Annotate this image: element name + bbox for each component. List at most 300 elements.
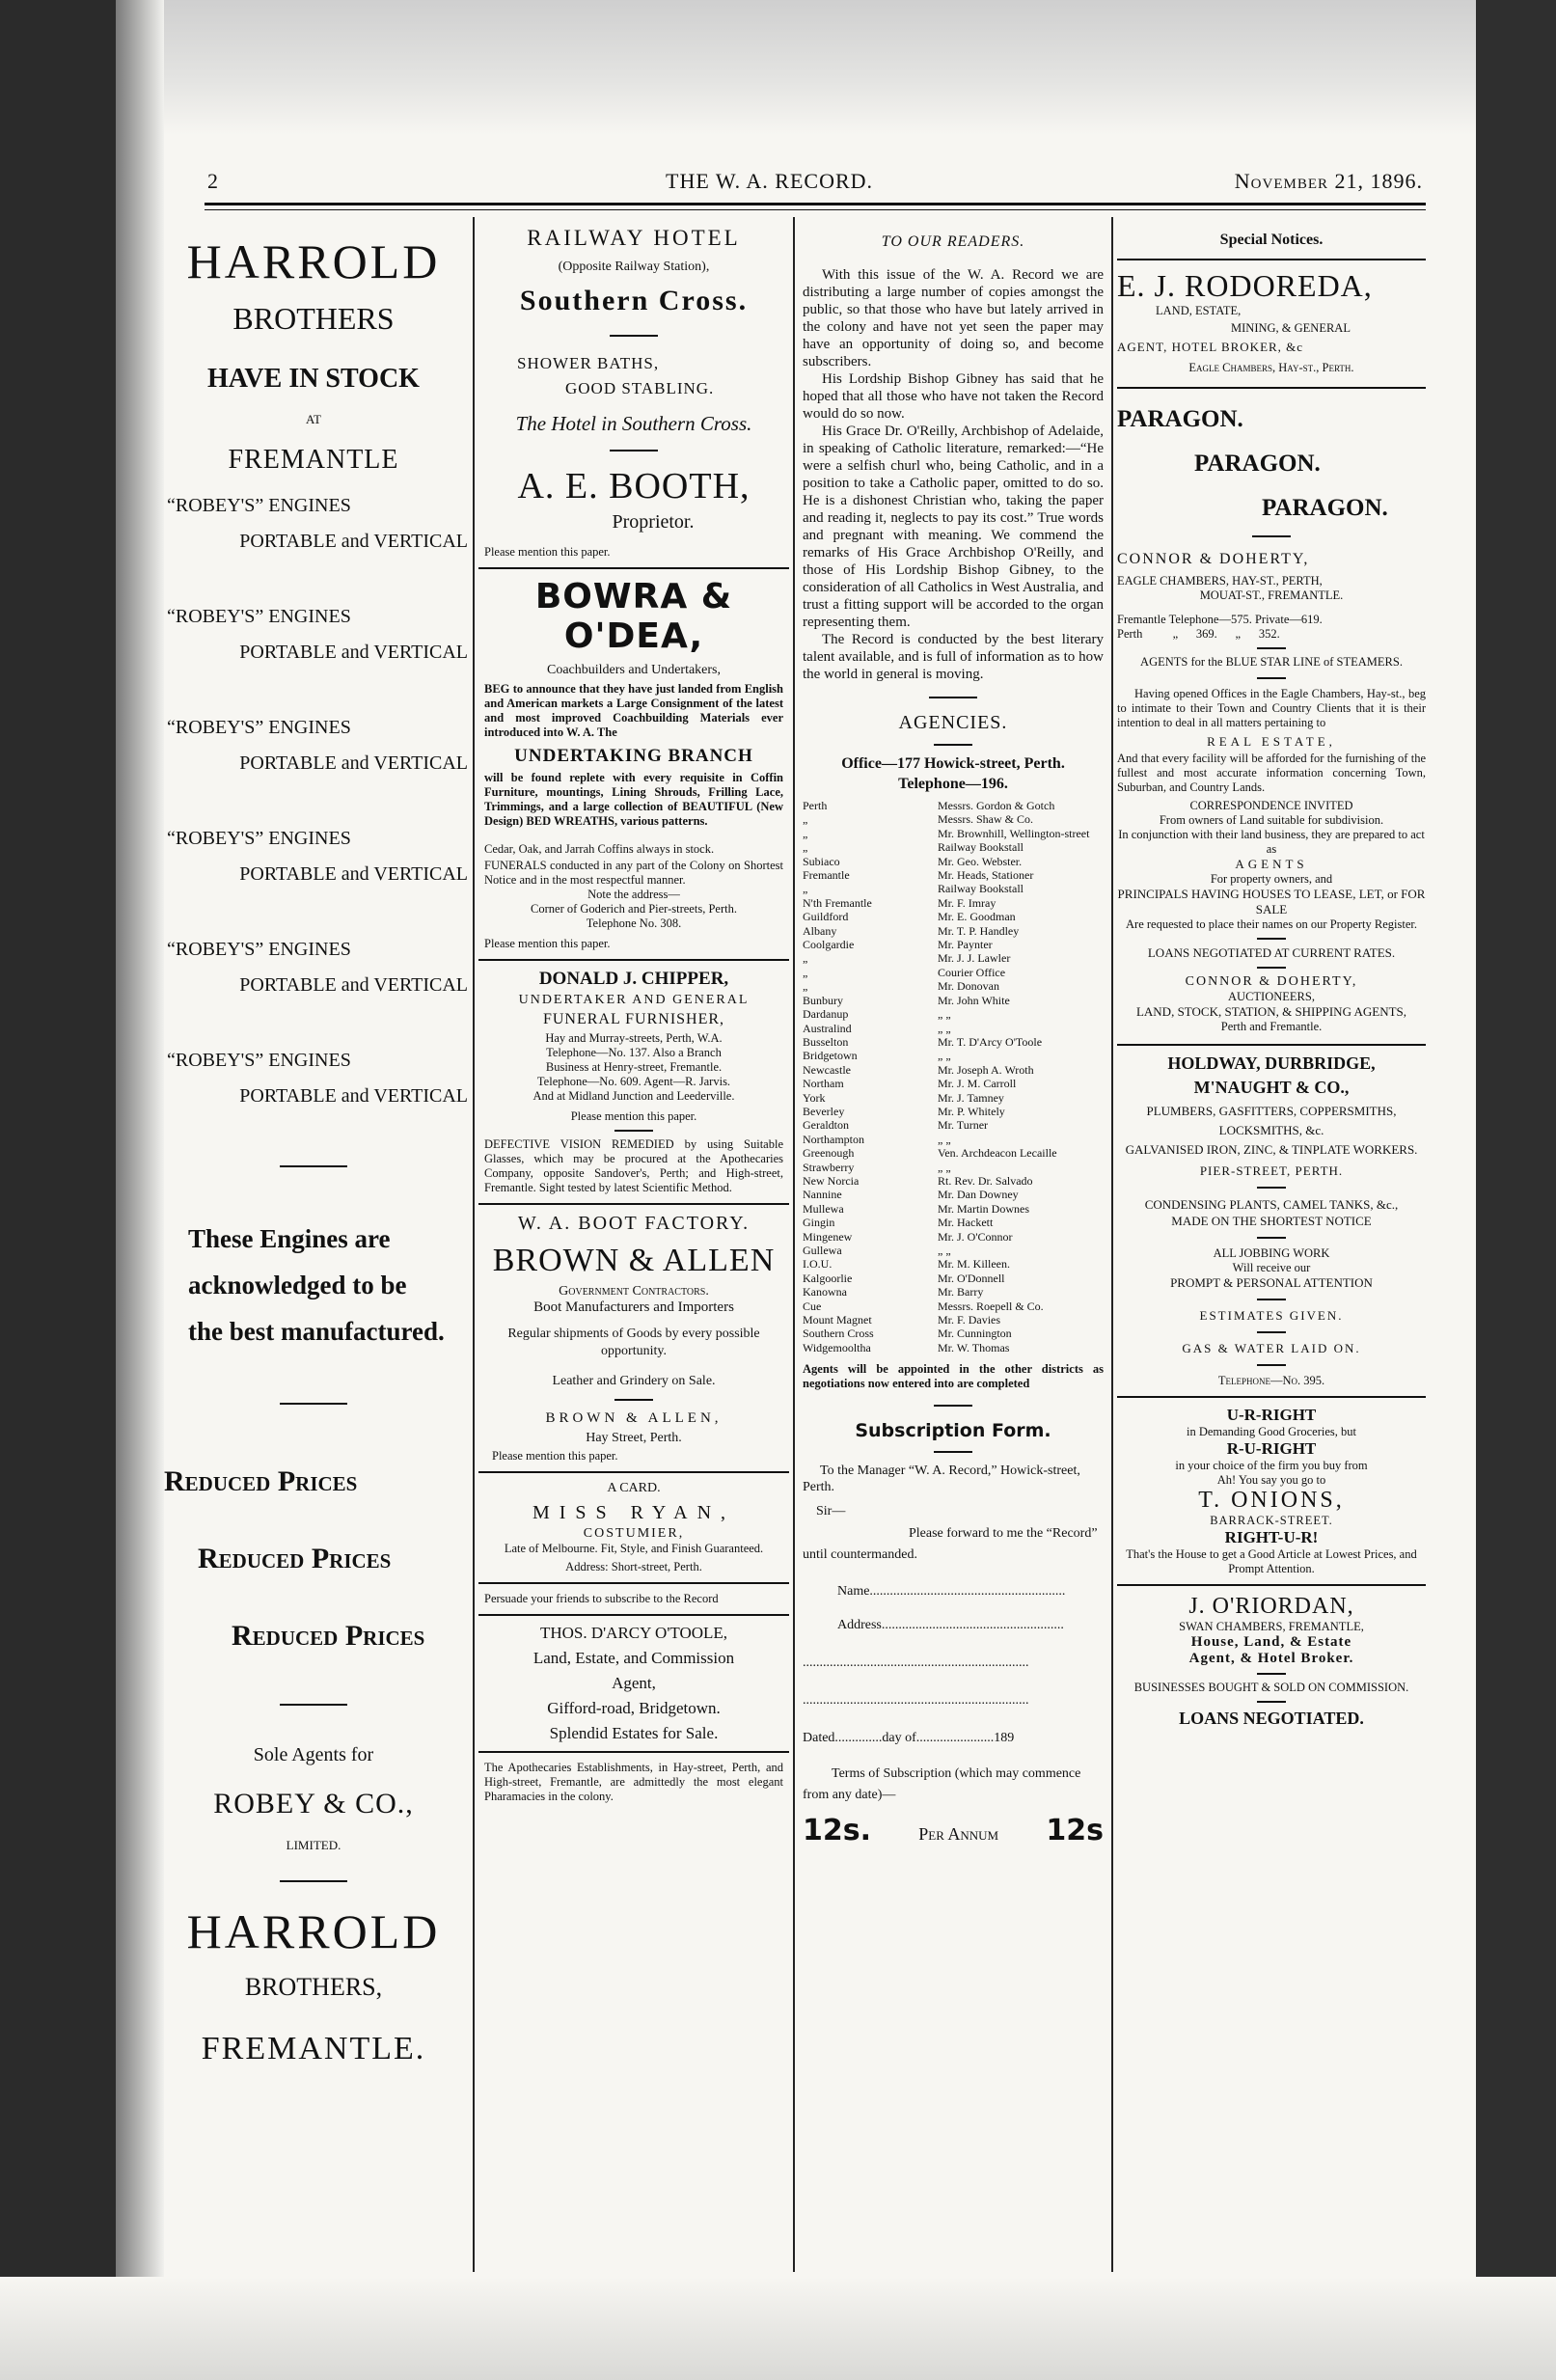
agency-row — [803, 966, 1107, 979]
agency-row — [803, 799, 1107, 812]
agency-row — [803, 1161, 1107, 1174]
engine-item — [159, 1050, 468, 1136]
telephone-196: Telephone—196. — [898, 776, 1008, 792]
opposite-station: (Opposite Railway Station), — [558, 260, 710, 274]
agency-agent: Mr. J. J. Lawler — [938, 951, 1011, 966]
section-rule — [280, 1880, 347, 1882]
thats-the-house: That's the House to get a Good Article at Lowest Prices, and Prompt Attention. — [1126, 1547, 1417, 1575]
engine-name: “ROBEY'S” ENGINES — [167, 939, 351, 960]
agency-agent: Railway Bookstall — [938, 840, 1024, 855]
house-land-estate: House, Land, & Estate — [1190, 1634, 1352, 1650]
agency-row — [803, 1272, 1107, 1285]
agency-agent: Mr. T. D'Arcy O'Toole — [938, 1034, 1043, 1049]
agency-agent: Mr. W. Thomas — [938, 1340, 1010, 1354]
acknowledged-line: These Engines are — [188, 1224, 391, 1253]
engine-item — [159, 828, 468, 939]
paragon: PARAGON. — [1117, 406, 1243, 432]
section-rule — [610, 450, 658, 451]
agency-agent: Mr. J. M. Carroll — [938, 1077, 1017, 1091]
agency-town: „ — [803, 951, 808, 966]
section-rule — [614, 1130, 653, 1132]
column-rule — [793, 217, 795, 2272]
swan-chambers: SWAN CHAMBERS, FREMANTLE, — [1179, 1620, 1364, 1633]
undertaking-branch: UNDERTAKING BRANCH — [514, 746, 753, 766]
agency-row — [803, 827, 1107, 840]
telephone-395: Telephone—No. 395. — [1217, 1374, 1325, 1387]
reduced-prices — [159, 1443, 468, 1675]
mention-paper: Please mention this paper. — [484, 937, 611, 950]
thos-otoole: THOS. D'ARCY O'TOOLE, — [539, 1624, 728, 1642]
section-rule — [280, 1704, 347, 1706]
section-rule — [1257, 647, 1286, 649]
chipper-midland: And at Midland Junction and Leederville. — [532, 1089, 735, 1103]
engine-name: “ROBEY'S” ENGINES — [167, 495, 351, 516]
engine-type: PORTABLE and VERTICAL — [239, 752, 468, 774]
newspaper-title: THE W. A. RECORD. — [666, 169, 874, 193]
agency-town: Albany — [803, 923, 837, 938]
section-rule — [280, 1403, 347, 1405]
agency-row — [803, 1049, 1107, 1062]
cedar-coffins: Cedar, Oak, and Jarrah Coffins always in stock. — [484, 842, 715, 856]
engine-name: “ROBEY'S” ENGINES — [167, 1050, 351, 1071]
ad-divider — [1117, 1396, 1426, 1398]
brown-allen-small: BROWN & ALLEN, — [545, 1410, 723, 1426]
agency-town: „ — [803, 826, 808, 840]
agency-agent: Mr. O'Donnell — [938, 1271, 1005, 1285]
agency-town: Cue — [803, 1299, 822, 1313]
address-field[interactable]: Address...................................................... — [837, 1618, 1064, 1633]
sole-agents: Sole Agents for — [253, 1744, 374, 1765]
column-harrold-brothers — [159, 214, 468, 2274]
agency-agent: „ „ — [938, 1244, 951, 1257]
mention-paper: Please mention this paper. — [484, 545, 611, 559]
splendid-estates: Splendid Estates for Sale. — [549, 1724, 719, 1742]
funeral-furnisher: FUNERAL FURNISHER, — [542, 1011, 725, 1027]
price-left: 12s. — [803, 1814, 872, 1848]
agency-agent: „ „ — [938, 1007, 951, 1022]
boot-manufacturers: Boot Manufacturers and Importers — [533, 1299, 734, 1315]
fremantle-telephone: Fremantle Telephone—575. Private—619. — [1117, 613, 1323, 626]
agency-agent: Mr. Heads, Stationer — [938, 868, 1034, 883]
agency-agent: Mr. F. Imray — [938, 895, 996, 910]
demanding-groceries: in Demanding Good Groceries, but — [1186, 1425, 1356, 1438]
agency-row — [803, 855, 1107, 868]
per-annum: Per Annum — [918, 1824, 999, 1845]
engine-item — [159, 939, 468, 1050]
connor-doherty-2: CONNOR & DOHERTY, — [1185, 974, 1358, 989]
agency-row — [803, 1341, 1107, 1354]
your-choice: in your choice of the firm you buy from — [1175, 1459, 1368, 1472]
agency-row — [803, 1327, 1107, 1340]
brothers-heading: BROTHERS — [232, 301, 395, 336]
ad-divider — [478, 1582, 789, 1584]
agency-town: Mingenew — [803, 1229, 853, 1244]
short-street-address: Address: Short-street, Perth. — [565, 1560, 702, 1573]
agency-town: „ — [803, 882, 808, 896]
ad-divider — [1117, 1584, 1426, 1586]
eagle-chambers: EAGLE CHAMBERS, HAY-ST., PERTH, — [1117, 574, 1323, 588]
section-rule — [934, 1451, 972, 1453]
acknowledged-line: the best manufactured. — [188, 1317, 445, 1346]
engine-name: “ROBEY'S” ENGINES — [167, 828, 351, 849]
paragon: PARAGON. — [1194, 451, 1321, 477]
perth-and-fremantle: Perth and Fremantle. — [1220, 1020, 1323, 1033]
address-line-blank[interactable]: ................................................................... — [803, 1693, 1029, 1709]
harrold-heading-bottom: HARROLD — [186, 1904, 441, 1958]
agency-row — [803, 868, 1107, 882]
agency-row — [803, 1007, 1107, 1021]
chipper-address: Hay and Murray-streets, Perth, W.A. — [545, 1031, 723, 1045]
agency-town: Dardanup — [803, 1007, 849, 1022]
section-rule — [1257, 1701, 1286, 1703]
agency-town: Bridgetown — [803, 1049, 858, 1063]
miss-ryan: MISS RYAN, — [532, 1502, 736, 1523]
readers-paragraph: His Grace Dr. O'Reilly, Archbishop of Adelaide, in speaking of Catholic literature, remarked:—“He were a selfish churl who, being Catholic, and in a position to take a Catholic paper, omitted to do so. He is a dishonest Christian who, taking the paper and reading it, neglects to pay its cost.” True words and pregnant with meaning. We commend the remarks of His Grace Archbishop O'Reilly, and those of His Lordship Bishop Gibney, to the consideration of all Catholics in West Australia, and trust a fitting support will be accorded to the organ representing them. — [803, 424, 1104, 630]
right-u-r: RIGHT-U-R! — [1224, 1528, 1319, 1546]
agency-row — [803, 1230, 1107, 1244]
agency-agent: Mr. Martin Downes — [938, 1201, 1029, 1216]
agency-row — [803, 840, 1107, 854]
blue-star-line: AGENTS for the BLUE STAR LINE of STEAMERS. — [1140, 655, 1403, 669]
auctioneers: AUCTIONEERS, — [1228, 990, 1315, 1003]
land-estate-commission: Land, Estate, and Commission — [532, 1649, 735, 1667]
mention-paper: Please mention this paper. — [570, 1109, 697, 1123]
agency-town: Nannine — [803, 1188, 842, 1202]
government-contractors: Government Contractors. — [559, 1284, 709, 1299]
section-rule — [1257, 1331, 1286, 1333]
agency-row — [803, 1035, 1107, 1049]
rodoreda-line: LAND, ESTATE, — [1156, 304, 1242, 317]
rodoreda-line: Eagle Chambers, Hay-st., Perth. — [1188, 361, 1354, 374]
agency-row — [803, 896, 1107, 910]
agency-row — [803, 1105, 1107, 1118]
agency-row — [803, 1285, 1107, 1299]
property-owners: For property owners, and — [1210, 872, 1333, 886]
agency-row — [803, 938, 1107, 951]
agency-town: Northampton — [803, 1132, 864, 1146]
agency-row — [803, 1077, 1107, 1090]
section-rule — [1257, 677, 1286, 679]
dated-field[interactable]: Dated..............day of.......................189 — [803, 1731, 1015, 1746]
reduced-prices-line: Reduced Prices — [164, 1465, 358, 1497]
name-field[interactable]: Name.......................................................... — [837, 1584, 1066, 1600]
prompt-attention: PROMPT & PERSONAL ATTENTION — [1170, 1275, 1373, 1290]
businesses-bought: BUSINESSES BOUGHT & SOLD ON COMMISSION. — [1133, 1681, 1409, 1694]
chipper-telephone: Telephone—No. 137. Also a Branch — [546, 1046, 722, 1059]
telephone-308: Telephone No. 308. — [586, 916, 682, 930]
agency-row — [803, 1216, 1107, 1229]
agency-agent: Mr. Turner — [938, 1118, 989, 1133]
agency-town: „ — [803, 840, 808, 855]
agency-row — [803, 812, 1107, 826]
j-oriordan: J. O'RIORDAN, — [1188, 1594, 1354, 1619]
engine-item — [159, 495, 468, 606]
loans-negotiated: LOANS NEGOTIATED. — [1179, 1709, 1364, 1728]
a-card: A CARD. — [607, 1481, 661, 1495]
agency-agent: „ „ — [938, 1021, 951, 1035]
in-conjunction: In conjunction with their land business, they are prepared to act as — [1118, 828, 1425, 856]
t-onions: T. ONIONS, — [1198, 1488, 1345, 1513]
agency-town: York — [803, 1090, 826, 1105]
terms-of-subscription: Terms of Subscription (which may commence from any date)— — [803, 1766, 1081, 1803]
scan-left-shadow — [116, 0, 164, 2380]
loans-current-rates: LOANS NEGOTIATED AT CURRENT RATES. — [1147, 945, 1396, 960]
bowra-odea: BOWRA & O'DEA, — [534, 577, 733, 656]
boot-factory: W. A. BOOT FACTORY. — [517, 1213, 751, 1234]
land-stock-shipping: LAND, STOCK, STATION, & SHIPPING AGENTS, — [1135, 1004, 1407, 1019]
agency-agent: „ „ — [938, 1160, 951, 1174]
agency-row — [803, 1063, 1107, 1077]
ad-divider — [478, 1614, 789, 1616]
agency-agent: Messrs. Gordon & Gotch — [938, 799, 1055, 812]
price-right: 12s — [1046, 1814, 1104, 1848]
agencies-heading: AGENCIES. — [898, 712, 1008, 733]
engine-name: “ROBEY'S” ENGINES — [167, 717, 351, 738]
fremantle-heading-bottom: FREMANTLE. — [201, 2031, 426, 2066]
robey-co: ROBEY & CO., — [213, 1788, 414, 1819]
persuade-friends: Persuade your friends to subscribe to the Record — [484, 1592, 719, 1605]
agency-row — [803, 1022, 1107, 1035]
agency-town: Coolgardie — [803, 938, 855, 952]
agency-row — [803, 910, 1107, 923]
agency-agent: Messrs. Roepell & Co. — [938, 1299, 1044, 1313]
agency-agent: Railway Bookstall — [938, 882, 1024, 896]
agency-town: Beverley — [803, 1104, 845, 1118]
ad-divider — [478, 1203, 789, 1205]
please-forward: Please forward to me the “Record” until countermanded. — [803, 1526, 1098, 1563]
agency-town: „ — [803, 979, 808, 994]
late-of-melbourne: Late of Melbourne. Fit, Style, and Finish Guaranteed. — [504, 1542, 764, 1555]
office-address: Office—177 Howick-street, Perth. — [841, 755, 1065, 772]
agency-town: Mullewa — [803, 1201, 844, 1216]
section-rule — [614, 1399, 653, 1401]
agency-row — [803, 1174, 1107, 1188]
fremantle-heading: FREMANTLE — [228, 445, 399, 475]
costumier: COSTUMIER, — [583, 1526, 685, 1541]
scan-bottom-margin — [0, 2277, 1556, 2380]
reduced-prices-line: Reduced Prices — [232, 1620, 425, 1652]
regular-shipments: Regular shipments of Goods by every possible opportunity. — [507, 1327, 760, 1358]
subscription-price — [799, 1814, 1107, 1847]
agency-town: I.O.U. — [803, 1257, 833, 1272]
holdway-durbridge: HOLDWAY, DURBRIDGE, — [1167, 1053, 1376, 1073]
column-readers-agencies — [799, 214, 1107, 2274]
mnaught-co: M'NAUGHT & CO., — [1193, 1078, 1350, 1097]
railway-hotel: RAILWAY HOTEL — [527, 226, 741, 250]
otoole-agent: Agent, — [612, 1674, 656, 1692]
agency-agent: „ „ — [938, 1132, 951, 1146]
agency-agent: Mr. J. Tamney — [938, 1090, 1004, 1105]
agency-agent: Mr. T. P. Handley — [938, 923, 1020, 938]
agency-town: Guildford — [803, 910, 849, 924]
agency-agent: Messrs. Shaw & Co. — [938, 812, 1034, 827]
agency-row — [803, 882, 1107, 895]
section-rule — [1257, 938, 1286, 940]
agency-town: N'th Fremantle — [803, 895, 872, 910]
engine-type: PORTABLE and VERTICAL — [239, 642, 468, 663]
agency-list — [799, 799, 1107, 1354]
masthead-rule — [205, 203, 1426, 210]
every-facility: And that every facility will be afforded for the furnishing of the fullest and most accurate information concerning Town, Suburban, and Country Lands. — [1117, 752, 1426, 794]
coachbuilders: Coachbuilders and Undertakers, — [547, 663, 721, 677]
engine-item — [159, 717, 468, 828]
section-rule — [1257, 1364, 1286, 1366]
bowra-announcement: BEG to announce that they have just landed from English and American markets a Large Consignment of the latest and most improved Coachbuilding Materials ever introduced into W. A. The — [484, 682, 783, 739]
funerals: FUNERALS conducted in any part of the Colony on Shortest Notice and in the most respectful manner. — [484, 859, 783, 887]
agency-town: Northam — [803, 1077, 844, 1091]
issue-date: November 21, 1896. — [1234, 169, 1423, 193]
u-r-right: U-R-RIGHT — [1226, 1406, 1317, 1424]
reduced-prices-line: Reduced Prices — [198, 1543, 392, 1574]
agency-agent: Mr. Hackett — [938, 1216, 994, 1230]
agency-town: Gullewa — [803, 1244, 842, 1257]
undertaker-general: UNDERTAKER AND GENERAL — [518, 993, 750, 1007]
ad-divider — [478, 567, 789, 569]
agency-agent: Rt. Rev. Dr. Salvado — [938, 1173, 1033, 1188]
agents-appointed: Agents will be appointed in the other districts as negotiations now entered into are completed — [803, 1362, 1104, 1391]
scan-left-border — [0, 0, 116, 2380]
jobbing-work: ALL JOBBING WORK — [1213, 1246, 1330, 1260]
agency-row — [803, 1188, 1107, 1201]
agent-hotel-broker: Agent, & Hotel Broker. — [1188, 1651, 1354, 1666]
agency-row — [803, 1118, 1107, 1132]
agency-row — [803, 994, 1107, 1007]
correspondence-invited: CORRESPONDENCE INVITED — [1189, 799, 1353, 812]
at-label: AT — [306, 412, 321, 426]
section-rule — [929, 697, 977, 698]
plumbers: PLUMBERS, GASFITTERS, COPPERSMITHS, LOCKSMITHS, &c. — [1146, 1104, 1397, 1137]
agency-agent: Mr. F. Davies — [938, 1313, 1001, 1327]
rodoreda-line: MINING, & GENERAL — [1231, 321, 1351, 335]
agency-town: Subiaco — [803, 854, 840, 868]
column-rule — [1111, 217, 1113, 2272]
readers-paragraph: With this issue of the W. A. Record we are distributing a large number of copies amongst the public, so that those who have but lately arrived in the colony and have not yet seen the paper may have an opportunity of doing so, and become subscribers. — [803, 267, 1104, 369]
section-rule — [1257, 1187, 1286, 1189]
engine-name: “ROBEY'S” ENGINES — [167, 606, 351, 627]
mention-paper: Please mention this paper. — [492, 1449, 618, 1463]
acknowledged-line: acknowledged to be — [188, 1271, 407, 1299]
agency-row — [803, 1091, 1107, 1105]
agency-town: Mount Magnet — [803, 1313, 872, 1327]
donald-chipper: DONALD J. CHIPPER, — [538, 969, 729, 989]
property-register: Are requested to place their names on our Property Register. — [1126, 917, 1417, 931]
ad-divider — [478, 959, 789, 961]
agency-row — [803, 1299, 1107, 1313]
agency-row — [803, 924, 1107, 938]
address-line-blank[interactable]: ................................................................... — [803, 1655, 1029, 1671]
agency-row — [803, 1133, 1107, 1146]
agency-agent: Mr. Dan Downey — [938, 1188, 1019, 1202]
agency-agent: Ven. Archdeacon Lecaille — [938, 1146, 1057, 1161]
agency-agent: Mr. Joseph A. Wroth — [938, 1062, 1034, 1077]
agency-town: Kanowna — [803, 1285, 847, 1299]
chipper-agent: Telephone—No. 609. Agent—R. Jarvis. — [536, 1075, 731, 1088]
agency-town: Strawberry — [803, 1160, 855, 1174]
column-special-notices — [1117, 214, 1426, 2274]
section-rule — [280, 1165, 347, 1167]
real-estate: REAL ESTATE, — [1207, 734, 1336, 749]
agency-row — [803, 1244, 1107, 1257]
agency-agent: Mr. Brownhill, Wellington-street — [938, 826, 1090, 840]
section-rule — [934, 744, 972, 746]
hay-street: Hay Street, Perth. — [586, 1431, 682, 1445]
pier-street: PIER-STREET, PERTH. — [1199, 1163, 1344, 1178]
perth-telephone: Perth „ 369. „ 352. — [1117, 627, 1280, 641]
galvanised-iron: GALVANISED IRON, ZINC, & TINPLATE WORKERS. — [1125, 1142, 1418, 1157]
special-notices: Special Notices. — [1219, 232, 1324, 248]
agency-row — [803, 951, 1107, 965]
leather-grindery: Leather and Grindery on Sale. — [552, 1374, 716, 1388]
gas-water: GAS & WATER LAID ON. — [1182, 1341, 1361, 1355]
column-advertisements-2 — [478, 214, 789, 2274]
agency-agent: Mr. Geo. Webster. — [938, 854, 1023, 868]
agency-agent: Mr. Paynter — [938, 938, 993, 952]
scan-top-margin — [0, 0, 1556, 135]
section-rule — [1257, 1299, 1286, 1300]
agency-town: Perth — [803, 799, 828, 812]
section-rule — [1252, 535, 1291, 537]
agency-town: Southern Cross — [803, 1327, 874, 1341]
agency-town: „ — [803, 812, 808, 827]
agency-agent: Mr. Donovan — [938, 979, 999, 994]
agency-agent: Mr. M. Killeen. — [938, 1257, 1010, 1272]
agency-town: New Norcia — [803, 1173, 860, 1188]
agency-town: Fremantle — [803, 868, 850, 883]
engine-item — [159, 606, 468, 717]
brown-allen: BROWN & ALLEN — [492, 1243, 776, 1278]
note-address: Note the address— — [587, 888, 680, 901]
agency-agent: Mr. Cunnington — [938, 1327, 1012, 1341]
scan-right-border — [1476, 0, 1556, 2380]
section-rule — [610, 335, 658, 337]
sir-salutation: Sir— — [816, 1504, 846, 1519]
section-rule — [1257, 1673, 1286, 1675]
agency-agent: Mr. P. Whitely — [938, 1104, 1005, 1118]
a-e-booth: A. E. BOOTH, — [517, 466, 751, 506]
agency-agent: Mr. E. Goodman — [938, 910, 1016, 924]
agency-town: Greenough — [803, 1146, 855, 1161]
paragon: PARAGON. — [1262, 495, 1388, 521]
agency-town: Busselton — [803, 1034, 849, 1049]
agency-agent: Mr. Barry — [938, 1285, 984, 1299]
have-in-stock: HAVE IN STOCK — [207, 364, 420, 394]
proprietor: Proprietor. — [612, 511, 695, 533]
agency-town: Kalgoorlie — [803, 1271, 853, 1285]
ad-divider — [1117, 387, 1426, 389]
undertaking-text: will be found replete with every requisite in Coffin Furniture, mountings, Lining Shrouds, Frilling Lace, Trimmings, and a large collection of BEAUTIFUL (New Design) BED WREATHS, various patterns. — [484, 771, 783, 828]
limited-label: LIMITED. — [286, 1838, 341, 1852]
rodoreda-line: AGENT, HOTEL BROKER, &c — [1117, 340, 1304, 354]
engine-type: PORTABLE and VERTICAL — [239, 1085, 468, 1107]
engines-list — [159, 495, 468, 1136]
having-opened: Having opened Offices in the Eagle Chambers, Hay-st., beg to intimate to their Town and Country Clients that it is their intention to deal in all matters pertaining to — [1117, 687, 1426, 729]
harrold-heading: HARROLD — [186, 234, 441, 288]
readers-paragraph: The Record is conducted by the best literary talent available, and is full of information as to how the world in general is moving. — [803, 632, 1104, 682]
agency-row — [803, 979, 1107, 993]
ad-divider — [1117, 1044, 1426, 1046]
masthead — [207, 169, 1423, 198]
from-owners: From owners of Land suitable for subdivision. — [1159, 813, 1384, 827]
ad-divider — [1117, 259, 1426, 260]
agents-label: AGENTS — [1235, 857, 1308, 871]
chipper-branch: Business at Henry-street, Fremantle. — [545, 1060, 723, 1074]
made-shortest-notice: MADE ON THE SHORTEST NOTICE — [1171, 1214, 1372, 1228]
agency-agent: Mr. J. O'Connor — [938, 1229, 1013, 1244]
to-our-readers: TO OUR READERS. — [881, 233, 1025, 250]
agency-agent: Mr. John White — [938, 993, 1010, 1007]
agency-agent: „ „ — [938, 1049, 951, 1063]
estimates-given: ESTIMATES GIVEN. — [1199, 1308, 1344, 1323]
